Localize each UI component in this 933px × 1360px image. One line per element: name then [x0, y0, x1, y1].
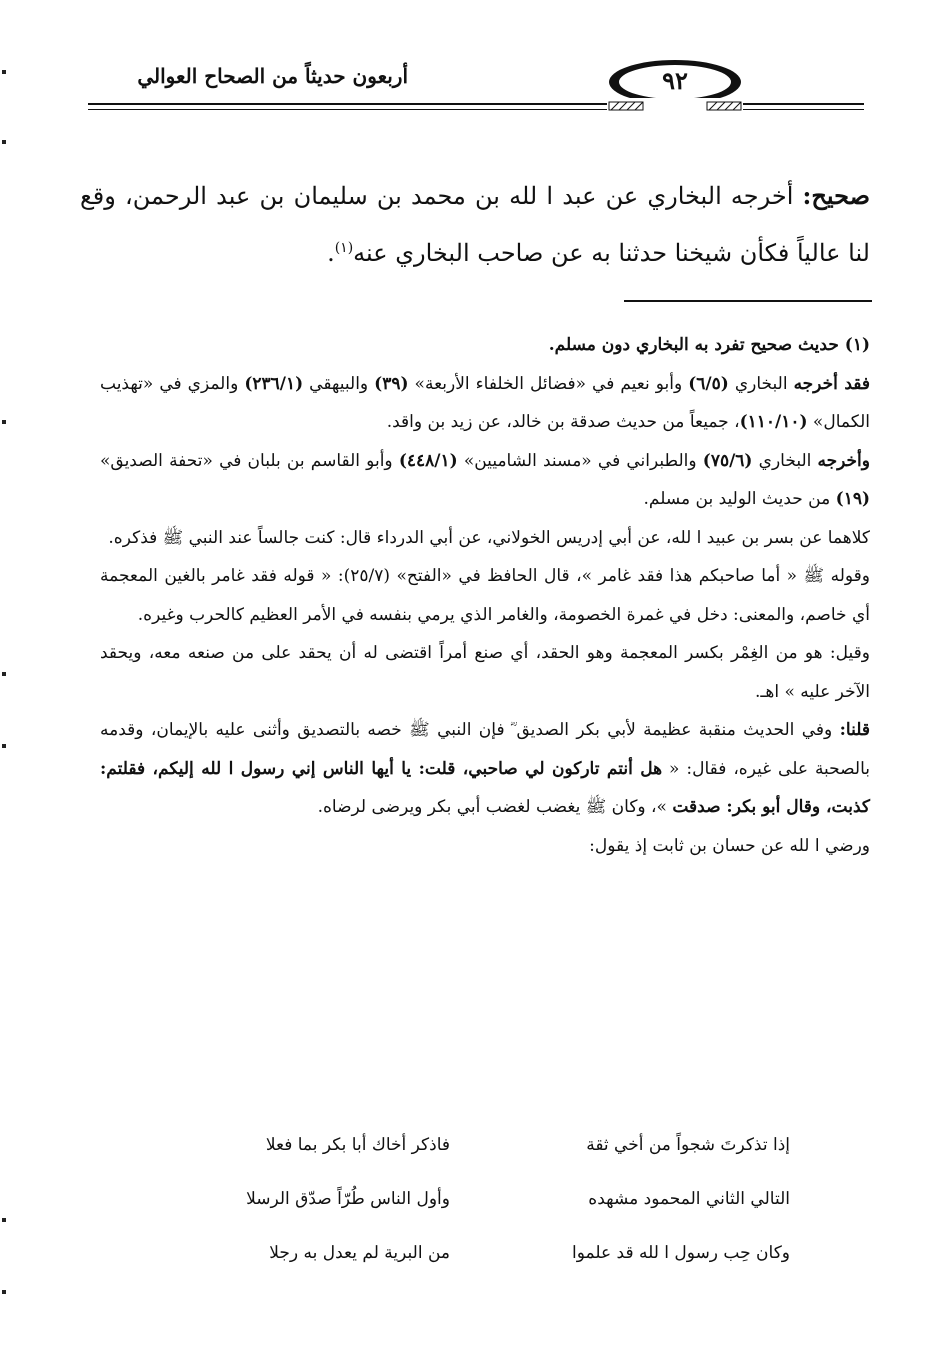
footnote-paragraph — [100, 442, 870, 519]
text-run: والمزي في «تهذيب الكمال» — [100, 373, 870, 432]
footnotes — [100, 326, 870, 865]
grade-label: صحيح: — [802, 181, 870, 210]
margin-mark — [2, 744, 6, 748]
main-text-end: . — [327, 239, 335, 267]
text-run: والطبراني في «مسند الشاميين» — [457, 450, 703, 471]
running-title: أربعون حديثاً من الصحاح العوالي — [137, 64, 408, 88]
text-run: من حديث الوليد بن مسلم. — [643, 489, 836, 509]
citation-ref: (١٩) — [835, 489, 870, 509]
footnote-paragraph — [100, 711, 870, 827]
poem-verse — [150, 1226, 790, 1280]
second-hemistich: وأول الناس طُرّاً صدّق الرسلا — [246, 1189, 450, 1209]
text-run: البخاري — [752, 450, 818, 471]
text-run: البخاري — [728, 373, 794, 394]
first-hemistich: التالي الثاني المحمود مشهده — [588, 1189, 790, 1209]
margin-mark — [2, 420, 6, 424]
text-run: وأبو القاسم بن بلبان في «تحفة الصديق» — [100, 450, 399, 471]
footnote-paragraph: كلاهما عن بسر بن عبيد ا لله، عن أبي إدريس الخولاني، عن أبي الدرداء قال: كنت جالساً عند النبي ﷺ فذكره. — [108, 527, 870, 548]
footnote-paragraph: وقيل: هو من الغِمْر بكسر المعجمة وهو الحقد، أي صنع أمراً اقتضى له أن يحقد على من صنعه معه، ويحقد الآخر عليه » اهـ. — [100, 643, 870, 702]
citation-ref: (٤٤٨/١) — [398, 450, 458, 471]
footnote-separator — [624, 300, 872, 302]
page-header — [0, 0, 933, 140]
text-run: ، جميعاً من حديث صدقة بن خالد، عن زيد بن واقد. — [386, 412, 740, 432]
second-hemistich: فاذكر أخاك أبا بكر بما فعلا — [265, 1135, 450, 1155]
margin-mark — [2, 70, 6, 74]
first-hemistich: إذا تذكرتَ شجواً من أخي ثقة — [586, 1135, 790, 1155]
margin-mark — [2, 1218, 6, 1222]
hadith-quote: هل أنتم تاركون لي صاحبي، قلت: يا أيها الناس إني رسول ا لله إليكم، فقلتم: كذبت، وقال أبو بكر: صدقت — [100, 758, 870, 817]
footnote-paragraph — [100, 365, 870, 442]
margin-mark — [2, 672, 6, 676]
page-number-badge — [605, 58, 745, 112]
poem-verse — [150, 1118, 790, 1172]
poem — [150, 1118, 790, 1280]
footnote-ref: (١) — [334, 240, 354, 256]
poem-verse — [150, 1172, 790, 1226]
text-run: »، وكان ﷺ يغضب لغضب أبي بكر ويرضى لرضاه. — [317, 797, 673, 817]
citation-ref: (٣٩) — [374, 373, 409, 394]
main-text — [80, 170, 870, 279]
bold-lead: قلنا: — [839, 720, 870, 740]
second-hemistich: من البرية لم يعدل به رجلا — [269, 1243, 450, 1263]
header-rule-thin — [88, 109, 864, 110]
citation-ref: (٧٥/٦) — [702, 450, 753, 471]
citation-ref: (١١٠/١٠) — [739, 412, 808, 432]
citation-ref: (٦/٥) — [688, 373, 729, 394]
text-run: وأبو نعيم في «فضائل الخلفاء الأربعة» — [408, 373, 689, 394]
footnote-heading: (١) حديث صحيح تفرد به البخاري دون مسلم. — [548, 335, 870, 355]
bold-lead: فقد أخرجه — [793, 373, 870, 394]
footnote-paragraph: وقوله ﷺ « أما صاحبكم هذا فقد غامر »، قال الحافظ في «الفتح» (٢٥/٧): « قوله فقد غامر بالغين المعجمة أي خاصم، والمعنى: دخل في غمرة الخصومة، والغامر الذي يرمي بنفسه في الأمر العظيم كالحرب وغيره. — [100, 566, 870, 625]
bold-lead: وأخرجه — [817, 450, 870, 471]
main-text-body: أخرجه البخاري عن عبد ا لله بن محمد بن سليمان بن عبد الرحمن، وقع لنا عالياً فكأن شيخنا حدثنا به عن صاحب البخاري عنه — [80, 182, 870, 267]
poem-intro: ورضي ا لله عن حسان بن ثابت إذ يقول: — [589, 835, 870, 856]
header-rule — [88, 103, 864, 105]
text-run: وفي الحديث منقبة عظيمة لأبي بكر الصديق ؓ فإن النبي ﷺ خصه بالتصديق وأثنى عليه بالإيمان، وقدمه بالصحبة على غيره، فقال: « — [100, 720, 870, 779]
text-run: والبيهقي — [303, 373, 375, 394]
citation-ref: (٢٣٦/١) — [244, 373, 304, 394]
page-number: ٩٢ — [662, 66, 688, 95]
first-hemistich: وكان حِب رسول ا لله قد علموا — [572, 1243, 790, 1263]
margin-mark — [2, 140, 6, 144]
margin-mark — [2, 1290, 6, 1294]
